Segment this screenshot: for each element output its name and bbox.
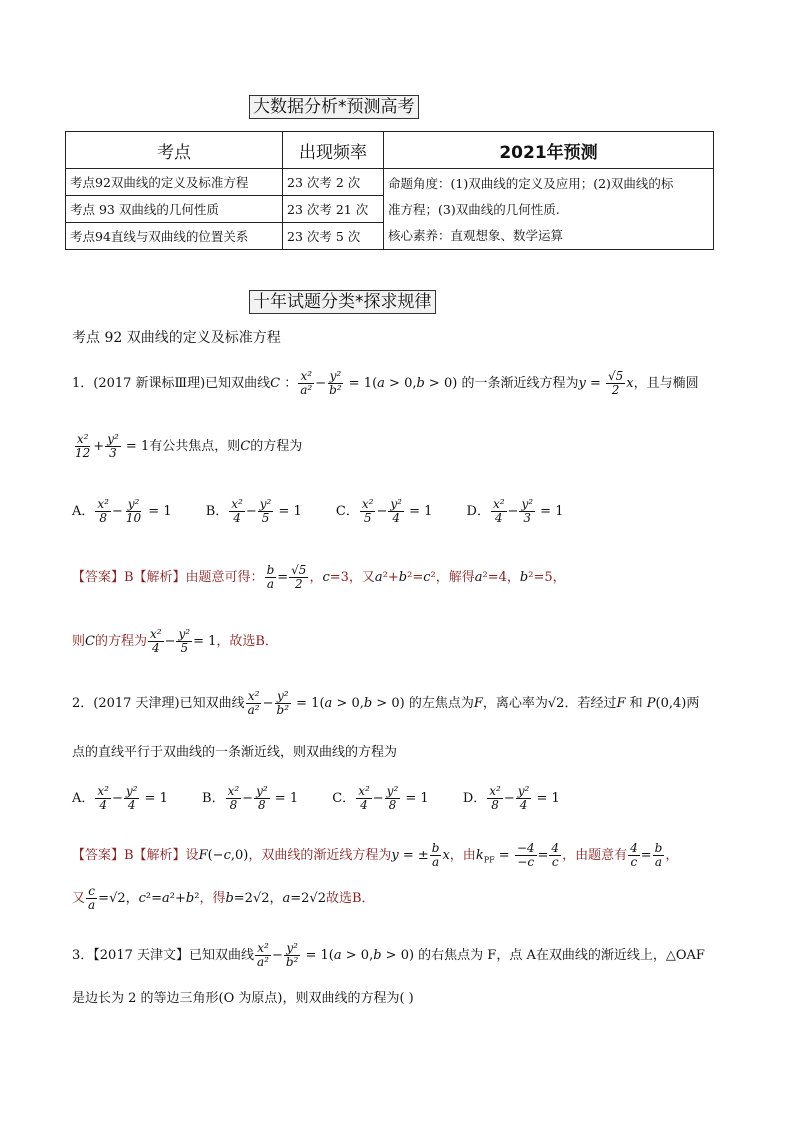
answer-mid2: ，解得 <box>435 570 475 585</box>
table-row-freq: 23 次考 21 次 <box>283 196 384 223</box>
question-2-options: A． $\frac{\text{x²}}{4}$ − $\frac{\text{y²}}{4}$ = 1 B． $\frac{\text{x²}}{8}$ − $\frac{\text{y²}}{8}$ = 1 C． $\frac{\text{x²}}{4}$ − $\frac{\text{y²}}{8}$ = 1 D． $\frac{\text{x²}}{8}$ − $\frac{\text{y²}}{4}$ = 1 <box>72 784 560 812</box>
col-header-point: 考点 <box>66 132 283 169</box>
option-b: B． <box>205 504 229 519</box>
question-3-line-1: 3．【2017 天津文】已知双曲线 $\frac{\text{x²}}{\text{a²}}$ − $\frac{\text{y²}}{\text{b²}}$ = 1(a > 0,b > 0) 的右焦点为 F，点 A在双曲线的渐近线上，△OAF <box>72 941 705 969</box>
q3-prefix: 3．【2017 天津文】已知双曲线 <box>72 948 254 963</box>
prediction-cell <box>384 169 714 250</box>
question-2-line-2: 点的直线平行于双曲线的一条渐近线，则双曲线的方程为 <box>72 745 398 760</box>
table-row-point: 考点 93 双曲线的几何性质 <box>66 196 283 223</box>
question-2-line-1: 2．(2017 天津理)已知双曲线 $\frac{\text{x²}}{\text{a²}}$ − $\frac{\text{y²}}{\text{b²}}$ = 1(a > 0,b > 0) 的左焦点为F，离心率为√2．若经过F 和 P(0,4)两 <box>72 689 700 717</box>
answer-line2-mid: ，得 <box>199 891 226 906</box>
answer-mid: ，又 <box>348 570 375 585</box>
info-table <box>65 131 714 250</box>
answer-line2-tail: ，故选B． <box>216 634 278 649</box>
q1-mid: 的一条渐近线方程为 <box>461 376 579 391</box>
prediction-line: 核心素养：直观想象、数学运算 <box>388 228 564 243</box>
answer-2-line-2: 又 $\frac{c}{a}$ =√2，c²=a²+b²，得b=2√2，a=2√2故选B． <box>72 884 375 912</box>
q1-tail: ，且与椭圆 <box>633 376 699 391</box>
q2-mid2: ，离心率为 <box>482 696 548 711</box>
q2-tail: ．若经过 <box>564 696 617 711</box>
table-row-point: 考点92双曲线的定义及标准方程 <box>66 169 283 196</box>
answer-label: 【答案】B【解析】设 <box>72 848 199 863</box>
q3-mid: 的右焦点为 F，点 A在双曲线的渐近线上，△OAF <box>418 948 705 963</box>
answer-line2-mid: 的方程为 <box>94 634 147 649</box>
topic-heading: 考点 92 双曲线的定义及标准方程 <box>72 330 281 346</box>
question-1-options: A． $\frac{\text{x²}}{8}$ − $\frac{\text{y²}}{10}$ = 1 B． $\frac{\text{x²}}{4}$ − $\frac{\text{y²}}{5}$ = 1 C． $\frac{\text{x²}}{5}$ − $\frac{\text{y²}}{4}$ = 1 D． $\frac{\text{x²}}{4}$ − $\frac{\text{y²}}{3}$ = 1 <box>72 497 564 525</box>
answer-mid3: ，由题意有 <box>562 848 628 863</box>
prediction-line: 准方程；(3)双曲线的几何性质. <box>388 202 560 217</box>
answer-2-line-1: 【答案】B【解析】设F(−c,0)，双曲线的渐近线方程为y = ± $\frac{b}{a}$ x，由$k_{PF}$ = $\frac{-4}{-c}$ = $\frac{4}{c}$ ，由题意有 $\frac{4}{c}$ = $\frac{b}{a}$ ， <box>72 841 679 869</box>
table-row-freq: 23 次考 5 次 <box>283 223 384 250</box>
q1-line2-tail: 的方程为 <box>250 439 303 454</box>
option-d: D． <box>462 791 487 806</box>
answer-line2-tail: 故选B． <box>325 891 375 906</box>
answer-label: 【答案】B【解析】由题意可得： <box>72 570 264 585</box>
q2-prefix: 2．(2017 天津理)已知双曲线 <box>72 696 245 711</box>
header-title: 大数据分析*预测高考 <box>249 95 419 119</box>
question-1-line-1: 1．(2017 新课标Ⅲ理)已知双曲线C ： $\frac{\text{x²}}{\text{a²}}$ − $\frac{\text{y²}}{\text{b²}}$ = 1(a > 0,b > 0) 的一条渐近线方程为y = $\frac{√5}{2}$ x，且与椭圆 <box>72 369 699 397</box>
col-header-prediction: 2021年预测 <box>384 132 714 169</box>
option-b: B． <box>202 791 225 806</box>
answer-mid2: ，由 <box>449 848 476 863</box>
answer-mid: ，双曲线的渐近线方程为 <box>248 848 392 863</box>
answer-1-line-1: 【答案】B【解析】由题意可得： $\frac{b}{a}$ = $\frac{√5}{2}$ ，c=3，又a²+b²=c²，解得a²=4，b²=5， <box>72 563 566 591</box>
prediction-line: 命题角度：(1)双曲线的定义及应用；(2)双曲线的标 <box>388 176 674 191</box>
col-header-freq: 出现频率 <box>283 132 384 169</box>
option-a: A． <box>72 791 95 806</box>
answer-line2-prefix: 又 <box>72 891 86 906</box>
option-c: C． <box>332 791 356 806</box>
option-a: A． <box>72 504 95 519</box>
answer-line2-prefix: 则 <box>72 634 86 649</box>
q1-line2: 有公共焦点，则 <box>149 439 241 454</box>
question-1-line-2: $\frac{\text{x²}}{12}$ + $\frac{\text{y²}}{3}$ = 1有公共焦点，则C的方程为 <box>75 432 303 460</box>
q1-prefix: 1．(2017 新课标Ⅲ理)已知双曲线 <box>72 376 271 391</box>
table-row-point: 考点94直线与双曲线的位置关系 <box>66 223 283 250</box>
answer-1-line-2: 则C的方程为 $\frac{\text{x²}}{4}$ − $\frac{\text{y²}}{5}$ = 1，故选B． <box>72 627 278 655</box>
option-c: C． <box>335 504 359 519</box>
question-3-line-2: 是边长为 2 的等边三角形(O 为原点)，则双曲线的方程为( ) <box>72 991 414 1006</box>
q2-tail2: 两 <box>686 696 700 711</box>
q2-mid: 的左焦点为 <box>408 696 474 711</box>
section-title: 十年试题分类*探求规律 <box>249 290 436 314</box>
option-d: D． <box>466 504 490 519</box>
table-row-freq: 23 次考 2 次 <box>283 169 384 196</box>
